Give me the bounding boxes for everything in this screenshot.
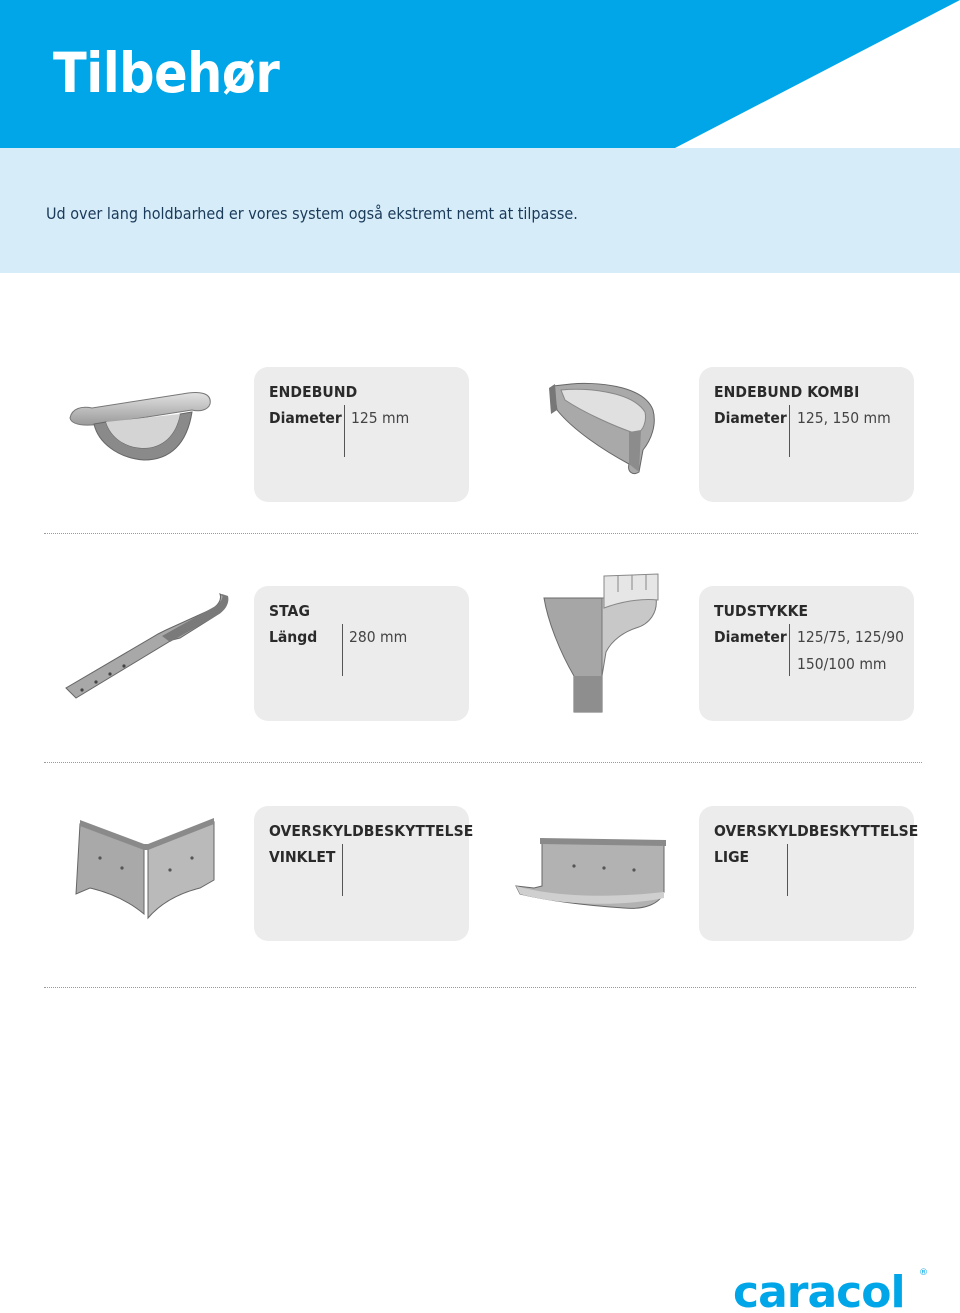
card-overskyld-vinklet bbox=[254, 806, 474, 941]
product-name: ENDEBUND KOMBI bbox=[714, 383, 860, 401]
spec-label: Längd bbox=[269, 628, 318, 646]
caracol-logo bbox=[733, 1263, 928, 1313]
endebund-image bbox=[62, 380, 217, 470]
spec-label: Diameter bbox=[714, 628, 787, 646]
product-name: ENDEBUND bbox=[269, 383, 358, 401]
spec-divider bbox=[342, 844, 343, 896]
spec-row bbox=[714, 848, 749, 866]
overskyld-lige-image bbox=[514, 836, 670, 916]
spec-label: LIGE bbox=[714, 848, 750, 866]
spec-value: 125/75, 125/90 bbox=[797, 628, 904, 646]
spec-row bbox=[714, 409, 891, 427]
spec-row bbox=[714, 628, 904, 673]
card-tudstykke bbox=[699, 586, 914, 721]
logo-text: caracol bbox=[733, 1267, 905, 1313]
page-title: Tilbehør bbox=[53, 41, 280, 105]
header-banner bbox=[0, 0, 960, 148]
product-name: OVERSKYLDBESKYTTELSE bbox=[714, 822, 919, 840]
spec-divider bbox=[344, 405, 345, 457]
product-name: STAG bbox=[269, 602, 310, 620]
overskyld-vinklet-image bbox=[72, 818, 220, 928]
card-endebund-kombi bbox=[699, 367, 914, 502]
registered-mark: ® bbox=[919, 1268, 928, 1278]
spec-label: Diameter bbox=[714, 409, 787, 427]
product-name: OVERSKYLDBESKYTTELSE bbox=[269, 822, 474, 840]
tudstykke-image bbox=[540, 572, 665, 714]
spec-label: VINKLET bbox=[269, 848, 336, 866]
spec-row bbox=[269, 848, 335, 866]
spec-value: 280 mm bbox=[349, 628, 408, 646]
card-endebund bbox=[254, 367, 469, 502]
spec-label: Diameter bbox=[269, 409, 342, 427]
row-divider bbox=[44, 762, 922, 763]
spec-divider bbox=[342, 624, 343, 676]
spec-row bbox=[269, 628, 408, 646]
spec-divider bbox=[789, 405, 790, 457]
endebund-kombi-image bbox=[543, 380, 663, 480]
spec-value: 125, 150 mm bbox=[797, 409, 891, 427]
card-stag bbox=[254, 586, 469, 721]
card-overskyld-lige bbox=[699, 806, 919, 941]
spec-value-2: 150/100 mm bbox=[797, 655, 887, 673]
stag-image bbox=[62, 590, 237, 705]
spec-value: 125 mm bbox=[351, 409, 410, 427]
spec-divider bbox=[789, 624, 790, 676]
row-divider bbox=[44, 533, 918, 534]
row-divider bbox=[44, 987, 916, 988]
intro-text: Ud over lang holdbarhed er vores system også ekstremt nemt at tilpasse. bbox=[46, 204, 578, 223]
spec-divider bbox=[787, 844, 788, 896]
product-name: TUDSTYKKE bbox=[714, 602, 809, 620]
spec-row bbox=[269, 409, 410, 427]
